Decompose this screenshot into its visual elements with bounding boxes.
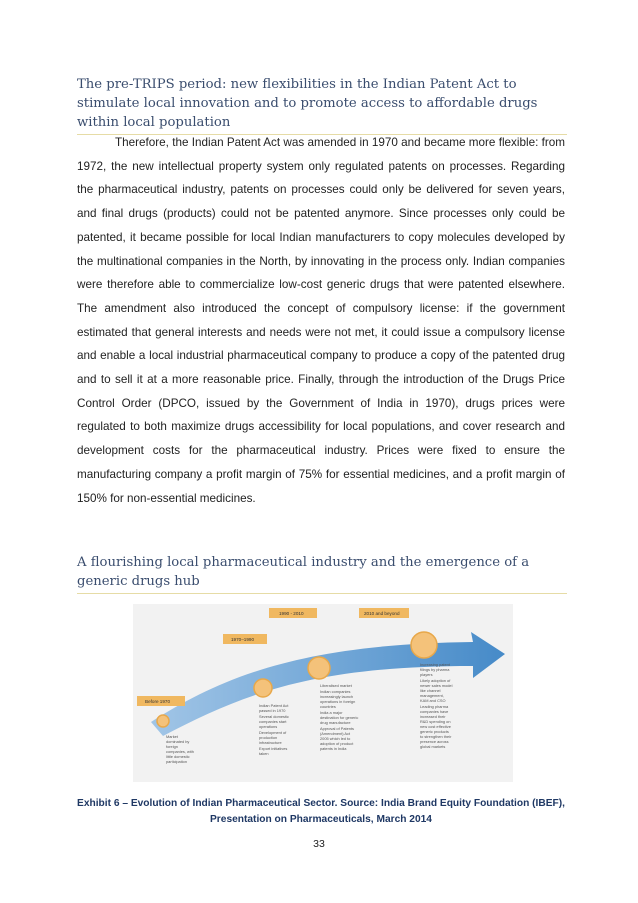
svg-text:companies have: companies have xyxy=(420,709,449,714)
caption-line-2: Presentation on Pharmaceuticals, March 2014 xyxy=(210,814,432,825)
section-heading-pre-trips: The pre-TRIPS period: new flexibilities in the Indian Patent Act to stimulate local innovation and to promote access to affordable drugs within local population xyxy=(77,75,567,135)
svg-text:Market: Market xyxy=(166,734,178,739)
page-number: 33 xyxy=(313,838,325,850)
svg-text:Liberalised market: Liberalised market xyxy=(320,683,352,688)
svg-text:countries: countries xyxy=(320,704,336,709)
svg-text:patents in India: patents in India xyxy=(320,746,347,751)
svg-text:2005 which led to: 2005 which led to xyxy=(320,736,351,741)
svg-text:management,: management, xyxy=(420,693,444,698)
milestone-3 xyxy=(308,657,330,679)
svg-text:production: production xyxy=(259,735,278,740)
evolution-diagram xyxy=(133,604,513,782)
svg-text:taken: taken xyxy=(259,751,269,756)
svg-text:Leading pharma: Leading pharma xyxy=(420,704,449,709)
svg-text:companies, with: companies, with xyxy=(166,749,194,754)
era-label-1990-2010: 1990 - 2010 xyxy=(279,611,304,616)
svg-text:passed in 1970: passed in 1970 xyxy=(259,708,286,713)
svg-text:drug manufacture: drug manufacture xyxy=(320,720,351,725)
caption-line-1: Exhibit 6 – Evolution of Indian Pharmaceutical Sector. Source: India Brand Equity Foundation (IBEF), xyxy=(77,798,565,809)
milestone-4 xyxy=(411,632,437,658)
svg-text:companies start: companies start xyxy=(259,719,287,724)
era2-bullets xyxy=(259,703,289,756)
svg-text:operations: operations xyxy=(259,724,278,729)
svg-text:generic products: generic products xyxy=(420,729,449,734)
svg-text:Development of: Development of xyxy=(259,730,287,735)
svg-text:dominated by: dominated by xyxy=(166,739,190,744)
svg-text:adoption of product: adoption of product xyxy=(320,741,354,746)
figure-caption xyxy=(77,796,565,828)
svg-text:newer sales model: newer sales model xyxy=(420,683,453,688)
svg-text:operations in foreign: operations in foreign xyxy=(320,699,356,704)
evolution-figure xyxy=(133,604,513,782)
svg-text:new cost effective: new cost effective xyxy=(420,724,451,729)
svg-text:Indian Patent Act: Indian Patent Act xyxy=(259,703,289,708)
era-label-before-1970: Before 1970 xyxy=(145,699,171,704)
era3-bullets xyxy=(320,683,358,751)
svg-text:Likely adoption of: Likely adoption of xyxy=(420,678,451,683)
svg-text:India a major: India a major xyxy=(320,710,343,715)
svg-text:Several domestic: Several domestic xyxy=(259,714,289,719)
svg-text:Increasing patent: Increasing patent xyxy=(420,662,450,667)
svg-text:infrastructure: infrastructure xyxy=(259,740,282,745)
body-paragraph xyxy=(77,131,565,510)
milestone-1 xyxy=(157,715,169,727)
svg-text:Indian companies: Indian companies xyxy=(320,689,351,694)
svg-text:presence across: presence across xyxy=(420,739,449,744)
svg-text:little domestic: little domestic xyxy=(166,754,190,759)
svg-text:foreign: foreign xyxy=(166,744,178,749)
svg-text:like channel: like channel xyxy=(420,688,441,693)
svg-text:filings by pharma: filings by pharma xyxy=(420,667,450,672)
svg-text:participation: participation xyxy=(166,759,187,764)
svg-text:(Amendment) Act: (Amendment) Act xyxy=(320,731,351,736)
svg-text:increased their: increased their xyxy=(420,714,446,719)
svg-text:increasingly launch: increasingly launch xyxy=(320,694,354,699)
svg-text:global markets: global markets xyxy=(420,744,446,749)
era1-bullets xyxy=(166,734,194,764)
svg-text:Export initiatives: Export initiatives xyxy=(259,746,288,751)
section-heading-generic-hub: A flourishing local pharmaceutical industry and the emergence of a generic drugs hub xyxy=(77,553,567,594)
era4-bullets xyxy=(420,662,453,749)
milestone-2 xyxy=(254,679,272,697)
body-paragraph-text: Therefore, the Indian Patent Act was amended in 1970 and became more flexible: from 1972, the new intellectual property system only regulated patents on processes. Regarding the pharmaceutical industry, patents on processes could only be delivered for seven years, and final drugs (products) could not be patented anymore. Since processes only could be patented, it became possible for local Indian manufacturers to copy molecules developed by the multinational companies in the North, by innovating in the process only. Indian companies were therefore able to commercialize low-cost generic drugs that were patented elsewhere. The amendment also introduced the concept of compulsory license: if the government estimated that general interests and needs were not met, it could issue a compulsory license and enable a local industrial pharmaceutical company to produce a copy of the patented drug and to sell it at a more reasonable price. Finally, through the introduction of the Drugs Price Control Order (DPCO, issued by the Government of India in 1970), drugs prices were regulated to both maximize drugs accessibility for local populations, and cover research and development costs for the pharmaceutical industry. Prices were fixed to ensure the manufacturing company a profit margin of 75% for essential medicines, and a profit margin of 150% for non-essential medicines. xyxy=(77,136,565,505)
svg-text:to strengthen their: to strengthen their xyxy=(420,734,452,739)
svg-text:destination for generic: destination for generic xyxy=(320,715,359,720)
svg-text:Approval of Patents: Approval of Patents xyxy=(320,726,354,731)
svg-text:R&D spending on: R&D spending on xyxy=(420,719,451,724)
era-label-2010-beyond: 2010 and beyond xyxy=(364,611,400,616)
svg-text:players: players xyxy=(420,672,433,677)
era-label-1970-1990: 1970–1990 xyxy=(231,637,254,642)
svg-text:KAM and CSO: KAM and CSO xyxy=(420,698,446,703)
